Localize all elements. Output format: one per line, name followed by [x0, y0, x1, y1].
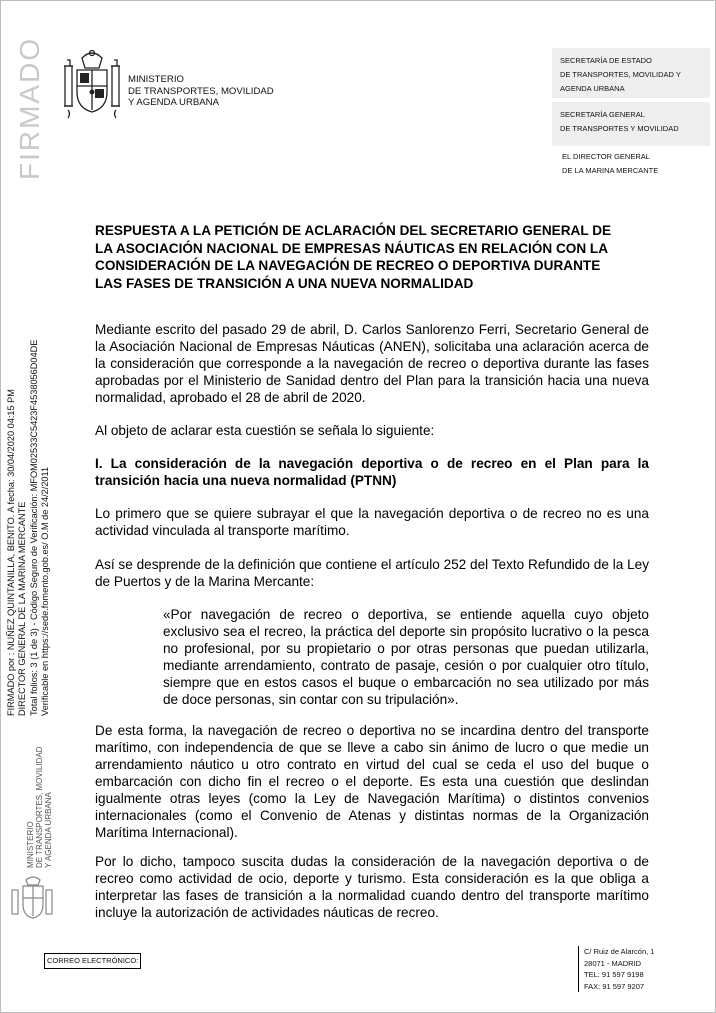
paragraph-forma: De esta forma, la navegación de recreo o deportiva no se incardina dentro del transporte marítimo, con independencia de que se lleve a cabo sin ánimo de lucro o que medie un arrendamiento náutico u otro contrato en virtud del cual se ceda el uso del buque o embarcación con dicho fin el recreo o el deporte. Es esta una cuestión que deslindan igualmente otras leyes (como la Ley de Navegación Marítima) o distintos convenios internacionales (como el Convenio de Atenas y distintas normas de la Organización Marítima Internacional).: [95, 723, 649, 840]
address-line: FAX: 91 597 9207: [584, 981, 645, 991]
address-line: C/ Ruiz de Alarcón, 1: [584, 947, 655, 956]
paragraph-dicho: Por lo dicho, tampoco suscita dudas la consideración de la navegación deportiva o de recreo como actividad de ocio, deporte y turismo. Esta consideración es la que obliga a interpretar las fases de transición a la normalidad cuando dentro del transporte marítimo incluye la autorización de actividades náuticas de recreo.: [95, 854, 649, 920]
box-line: SECRETARÍA GENERAL: [560, 110, 645, 119]
firmado-watermark: FIRMADO: [14, 36, 45, 180]
document-title: [95, 222, 655, 292]
signature-line: DIRECTOR GENERAL DE LA MARINA MERCANTE: [17, 501, 28, 716]
legal-quote: «Por navegación de recreo o deportiva, se entiende aquella cuyo objeto exclusivo sea el recreo, la práctica del deporte sin propósito lucrativo o la pesca no profesional, por su propietario o por otras personas que puedan utilizarla, mediante arrendamiento, contrato de pasaje, cesión o por cualquier otro título, siempre que en estos casos el buque o embarcación no sea utilizado por más de doce personas, sin contar con su tripulación».: [163, 607, 649, 707]
director-general-label: [562, 150, 658, 178]
ministry-line: MINISTERIO: [128, 74, 184, 85]
signature-block: [6, 340, 51, 716]
signature-line: FIRMADO por : NUÑEZ QUINTANILLA, BENITO. A fecha: 30/04/2020 04:15 PM: [6, 389, 16, 716]
box-line: DE TRANSPORTES, MOVILIDAD Y: [560, 70, 681, 79]
title-line: LAS FASES DE TRANSICIÓN A UNA NUEVA NORMALIDAD: [95, 275, 474, 291]
title-line: CONSIDERACIÓN DE LA NAVEGACIÓN DE RECREO O DEPORTIVA DURANTE: [95, 258, 601, 273]
box-line: SECRETARÍA DE ESTADO: [560, 56, 652, 65]
box-line: DE TRANSPORTES Y MOVILIDAD: [560, 124, 679, 133]
secretaria-general-box: [552, 102, 710, 146]
signature-line: Verificable en https://sede.fomento.gob.es/ O.M de 24/2/2011: [39, 466, 50, 716]
left-ministry-line: DE TRANSPORTES, MOVILIDAD: [35, 746, 44, 868]
address-line: TEL: 91 597 9198: [584, 970, 644, 979]
director-line: EL DIRECTOR GENERAL: [562, 152, 650, 161]
coat-of-arms-icon: [62, 48, 122, 120]
box-line: AGENDA URBANA: [560, 84, 625, 93]
left-ministry-line: MINISTERIO: [26, 821, 35, 868]
ministry-name: [128, 74, 274, 109]
left-ministry-mark: [26, 746, 53, 868]
title-line: RESPUESTA A LA PETICIÓN DE ACLARACIÓN DEL SECRETARIO GENERAL DE: [95, 223, 612, 238]
director-line: DE LA MARINA MERCANTE: [562, 166, 659, 175]
coat-of-arms-small-icon: [8, 872, 58, 924]
left-ministry-line: Y AGENDA URBANA: [44, 792, 53, 868]
section-heading: I. La consideración de la navegación deportiva o de recreo en el Plan para la transición hacia una nueva normalidad (PTNN): [95, 456, 649, 488]
secretaria-estado-box: [552, 48, 710, 98]
signature-line: Total folios: 3 (1 de 3) - Código Seguro de Verificación: MFOM02533C5423F4538056D04DE: [28, 339, 39, 716]
ministry-line: Y AGENDA URBANA: [128, 97, 219, 108]
paragraph-definicion: Así se desprende de la definición que contiene el artículo 252 del Texto Refundido de la Ley de Puertos y de la Marina Mercante:: [95, 557, 649, 589]
email-label: CORREO ELECTRÓNICO:: [44, 953, 141, 969]
paragraph-objeto: Al objeto de aclarar esta cuestión se señala lo siguiente:: [95, 423, 435, 438]
address-line: 28071 - MADRID: [584, 958, 642, 968]
paragraph-subrayar: Lo primero que se quiere subrayar el que la navegación deportiva o de recreo no es una actividad vinculada al transporte marítimo.: [95, 506, 649, 538]
address-block: [578, 946, 654, 992]
ministry-line: DE TRANSPORTES, MOVILIDAD: [128, 85, 274, 97]
paragraph-intro: Mediante escrito del pasado 29 de abril, D. Carlos Sanlorenzo Ferri, Secretario General de la Asociación Nacional de Empresas Náuticas (ANEN), solicitaba una aclaración acerca de la consideración que corresponde a la navegación de recreo o deportiva durante las fases aprobadas por el Ministerio de Sanidad dentro del Plan para la transición hacia una nueva normalidad, aprobado el 28 de abril de 2020.: [95, 322, 649, 405]
title-line: LA ASOCIACIÓN NACIONAL DE EMPRESAS NÁUTICAS EN RELACIÓN CON LA: [95, 240, 609, 256]
